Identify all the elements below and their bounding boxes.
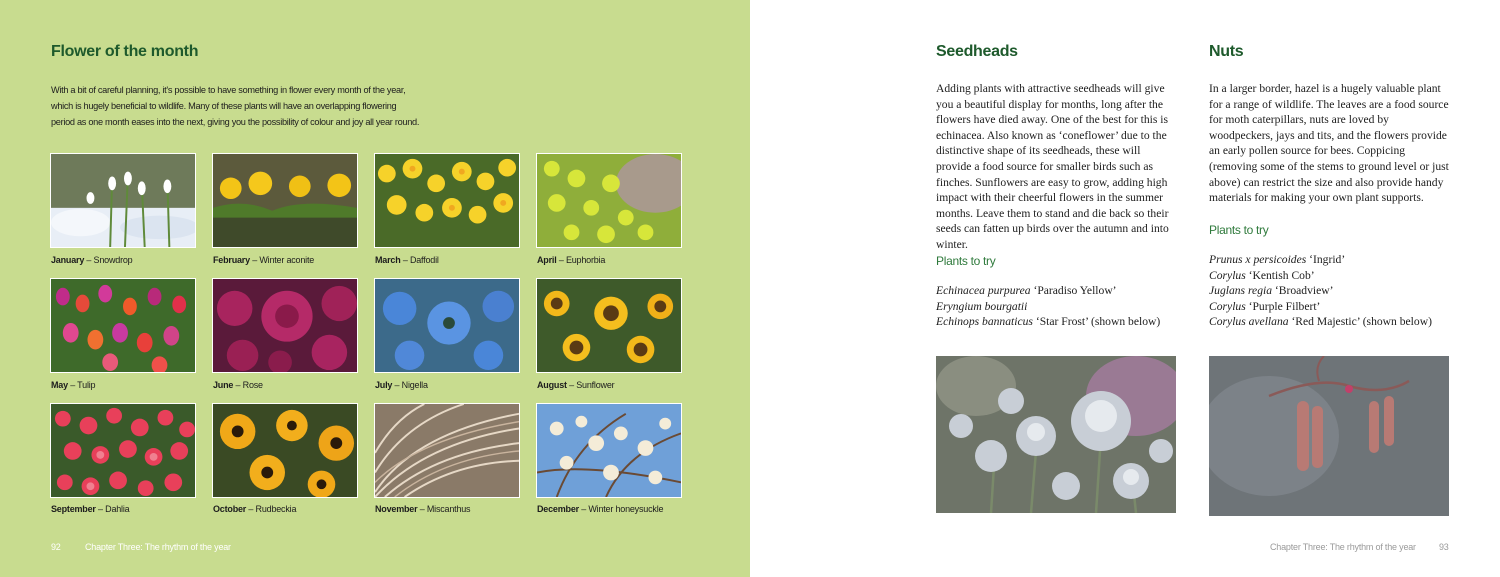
plant-item: Corylus avellana ‘Red Majestic’ (shown below)	[1209, 315, 1432, 329]
plant-item: Echinops bannaticus ‘Star Frost’ (shown below)	[936, 315, 1161, 329]
caption-march: March – Daffodil	[375, 255, 439, 265]
caption-may: May – Tulip	[51, 380, 96, 390]
caption-april: April – Euphorbia	[537, 255, 606, 265]
intro-paragraph: With a bit of careful planning, it's possible to have something in flower every month of the year, which is hugely beneficial to wildlife. Many of these plants will have an overlapping flowering period as one month eases into the next, giving you the possibility of colour and joy all year round.	[51, 85, 420, 127]
snowdrop-photo	[50, 153, 196, 248]
miscanthus-photo	[374, 403, 520, 498]
rudbeckia-photo	[212, 403, 358, 498]
nuts-plants-heading: Plants to try	[1209, 223, 1269, 237]
euphorbia-photo	[536, 153, 682, 248]
seedheads-body: Adding plants with attractive seedheads will give you a beautiful display for months, long after the flowers have died away. One of the best for this is echinacea. Also known as ‘coneflower’ due to the distinctive shape of its seedheads, these will provide a food source for smaller birds such as finches. Sunflowers are easy to grow, adding high impact with their cheerful flowers in the summer months. Leave them to stand and die back so their seeds can fatten up birds over the autumn and into winter.	[936, 82, 1169, 251]
caption-june: June – Rose	[213, 380, 263, 390]
page-number-left: 92	[51, 542, 61, 552]
caption-january: January – Snowdrop	[51, 255, 133, 265]
seedheads-plants-heading: Plants to try	[936, 254, 996, 268]
echinops-photo	[936, 356, 1176, 513]
plant-item: Echinacea purpurea ‘Paradiso Yellow’	[936, 284, 1117, 297]
winter-honeysuckle-photo	[536, 403, 682, 498]
sunflower-photo	[536, 278, 682, 373]
plant-item: Corylus ‘Purple Filbert’	[1209, 299, 1321, 313]
caption-november: November – Miscanthus	[375, 504, 471, 514]
nuts-body: In a larger border, hazel is a hugely valuable plant for a range of wildlife. The leaves are a food source for moth caterpillars, nuts are loved by woodpeckers, jays and tits, and the flowers provide an early pollen source for bees. Coppicing (removing some of the stems to ground level or just above) can restrict the size and also provide handy materials for making your own plant supports.	[1209, 82, 1449, 205]
plant-item: Corylus ‘Kentish Cob’	[1209, 268, 1315, 282]
nuts-heading: Nuts	[1209, 43, 1244, 60]
seedheads-plants-list	[936, 283, 1181, 330]
caption-september: September – Dahlia	[51, 504, 130, 514]
caption-october: October – Rudbeckia	[213, 504, 297, 514]
caption-february: February – Winter aconite	[213, 255, 315, 265]
seedheads-heading: Seedheads	[936, 43, 1018, 60]
winter-aconite-photo	[212, 153, 358, 248]
right-page	[750, 0, 1500, 577]
rose-photo	[212, 278, 358, 373]
plant-item: Eryngium bourgatii	[936, 299, 1028, 313]
hazel-catkin-photo	[1209, 356, 1449, 516]
chapter-title-left: Chapter Three: The rhythm of the year	[85, 542, 231, 552]
plant-item: Juglans regia ‘Broadview’	[1209, 284, 1334, 298]
tulip-photo	[50, 278, 196, 373]
plant-item: Prunus x persicoides ‘Ingrid’	[1209, 253, 1346, 266]
nigella-photo	[374, 278, 520, 373]
dahlia-photo	[50, 403, 196, 498]
daffodil-photo	[374, 153, 520, 248]
page-title: Flower of the month	[51, 43, 199, 60]
caption-december: December – Winter honeysuckle	[537, 504, 664, 514]
caption-july: July – Nigella	[375, 380, 428, 390]
page-number-right: 93	[1439, 542, 1449, 552]
nuts-plants-list	[1209, 252, 1459, 330]
chapter-title-right: Chapter Three: The rhythm of the year	[1270, 542, 1416, 552]
caption-august: August – Sunflower	[537, 380, 615, 390]
